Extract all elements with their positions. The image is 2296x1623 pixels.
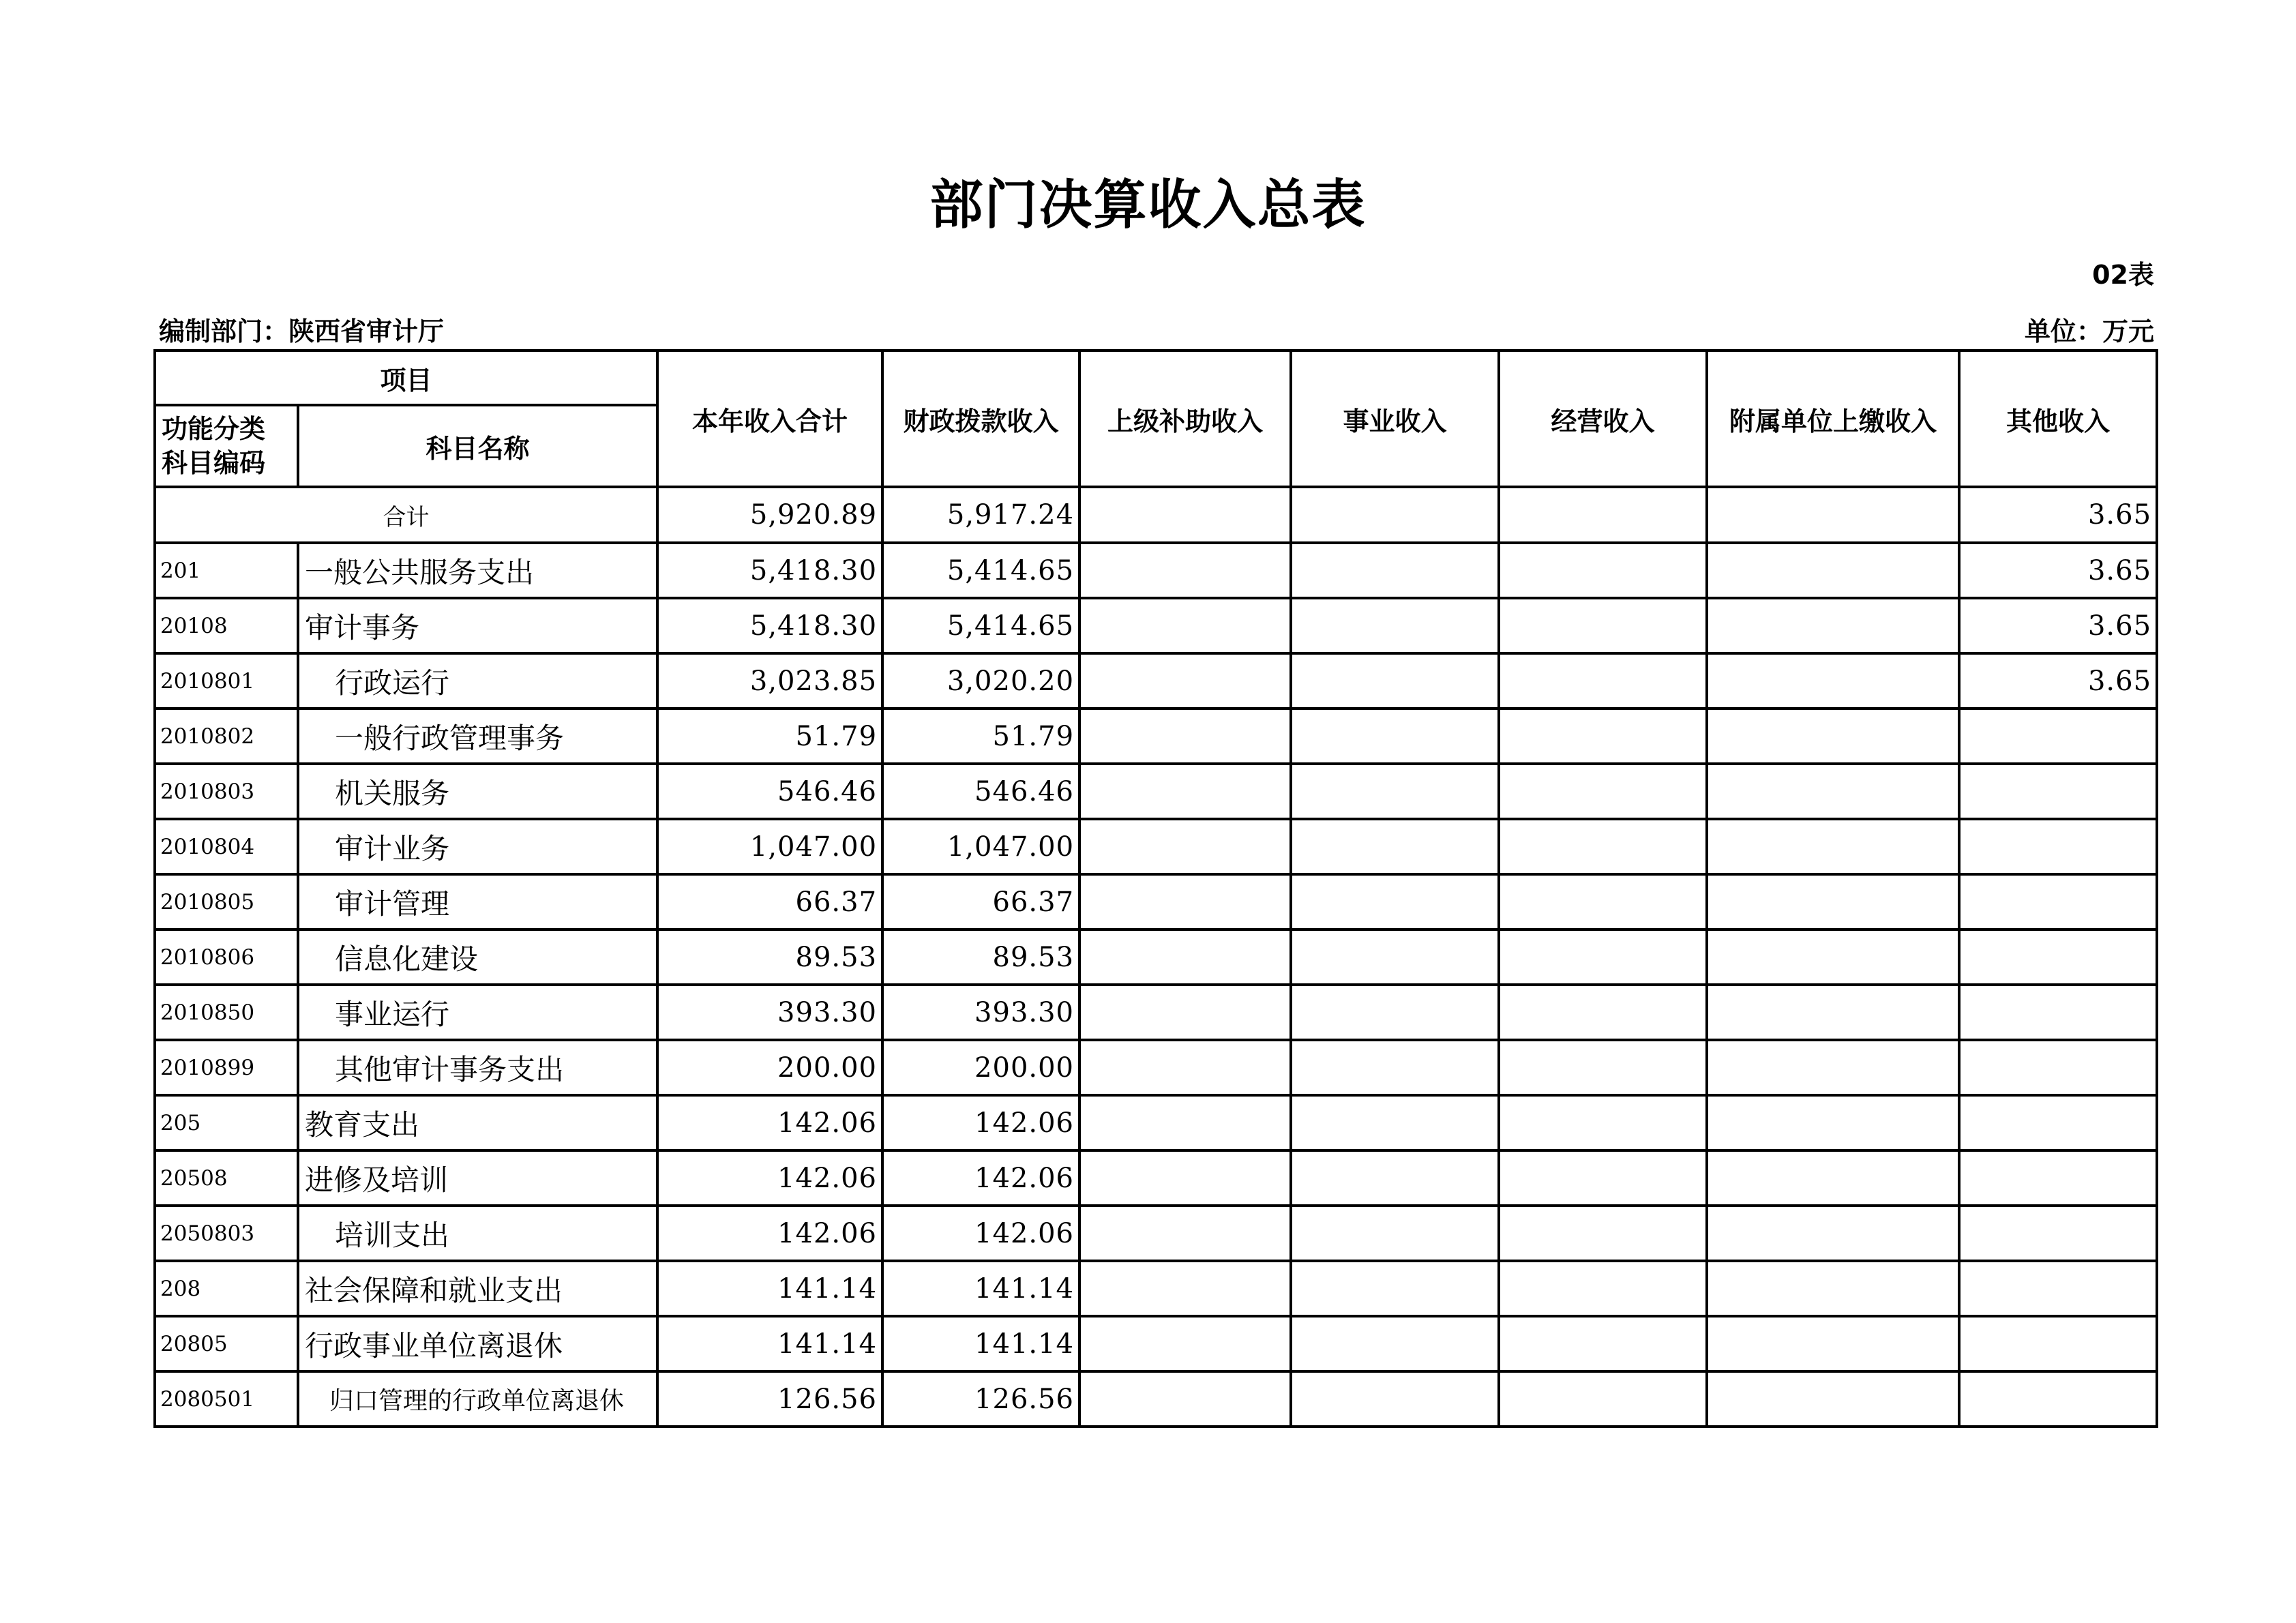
row-superior-subsidy [1079,764,1291,819]
row-operating-income [1499,598,1707,653]
header-item: 项目 [155,351,657,405]
row-total-income: 546.46 [657,764,882,819]
row-subject-name: 信息化建设 [298,929,657,985]
row-affiliated-income [1707,819,1959,874]
row-operating-income [1499,985,1707,1040]
row-affiliated-income [1707,1150,1959,1206]
row-operating-income [1499,1095,1707,1150]
row-subject-name: 其他审计事务支出 [298,1040,657,1095]
row-superior-subsidy [1079,1371,1291,1427]
header-operating-income: 经营收入 [1499,351,1707,487]
row-total-income: 200.00 [657,1040,882,1095]
row-code: 2010801 [155,653,298,709]
row-affiliated-income [1707,874,1959,929]
row-business-income [1291,819,1499,874]
row-business-income [1291,985,1499,1040]
row-fiscal-income: 142.06 [882,1206,1079,1261]
row-business-income [1291,929,1499,985]
row-fiscal-income: 5,414.65 [882,598,1079,653]
row-fiscal-income: 200.00 [882,1040,1079,1095]
header-affiliated-income: 附属单位上缴收入 [1707,351,1959,487]
row-operating-income [1499,874,1707,929]
row-affiliated-income [1707,543,1959,598]
row-total-income: 5,418.30 [657,598,882,653]
row-total-income: 66.37 [657,874,882,929]
row-business-income [1291,543,1499,598]
row-fiscal-income: 141.14 [882,1316,1079,1371]
row-operating-income [1499,653,1707,709]
row-fiscal-income: 126.56 [882,1371,1079,1427]
row-fiscal-income: 393.30 [882,985,1079,1040]
table-row [155,764,2157,819]
row-superior-subsidy [1079,709,1291,764]
header-other-income: 其他收入 [1959,351,2157,487]
row-other-income [1959,1150,2157,1206]
row-affiliated-income [1707,1261,1959,1316]
row-fiscal-income: 3,020.20 [882,653,1079,709]
row-total-income: 51.79 [657,709,882,764]
row-other-income [1959,1316,2157,1371]
table-row [155,1316,2157,1371]
row-fiscal-income: 546.46 [882,764,1079,819]
row-affiliated-income [1707,1371,1959,1427]
row-total-income: 142.06 [657,1095,882,1150]
row-affiliated-income [1707,1206,1959,1261]
page-title: 部门决算收入总表 [929,175,1367,236]
row-business-income [1291,1371,1499,1427]
row-total-income: 141.14 [657,1261,882,1316]
row-subject-name: 行政事业单位离退休 [298,1316,657,1371]
row-other-income [1959,874,2157,929]
row-total-income: 5,418.30 [657,543,882,598]
row-code: 205 [155,1095,298,1150]
row-business-income [1291,1206,1499,1261]
unit-label: 单位：万元 [2024,316,2154,346]
row-total-income: 141.14 [657,1316,882,1371]
row-operating-income [1499,1040,1707,1095]
row-business-income [1291,874,1499,929]
row-other-income [1959,709,2157,764]
row-other-income [1959,764,2157,819]
row-operating-income [1499,1371,1707,1427]
row-total-income: 393.30 [657,985,882,1040]
row-code: 2010804 [155,819,298,874]
row-affiliated-income [1707,764,1959,819]
row-code: 20508 [155,1150,298,1206]
table-row [155,874,2157,929]
table-row [155,1261,2157,1316]
row-operating-income [1499,1206,1707,1261]
row-fiscal-income: 66.37 [882,874,1079,929]
row-business-income [1291,1040,1499,1095]
row-affiliated-income [1707,985,1959,1040]
row-other-income: 3.65 [1959,543,2157,598]
row-subject-name: 一般公共服务支出 [298,543,657,598]
total-affiliated-value [1707,487,1959,543]
row-operating-income [1499,1150,1707,1206]
table-row [155,709,2157,764]
total-business-value [1291,487,1499,543]
row-operating-income [1499,1316,1707,1371]
row-code: 208 [155,1261,298,1316]
row-affiliated-income [1707,598,1959,653]
row-subject-name: 行政运行 [298,653,657,709]
row-business-income [1291,1095,1499,1150]
row-superior-subsidy [1079,1206,1291,1261]
table-row [155,1095,2157,1150]
row-code: 2010803 [155,764,298,819]
row-other-income [1959,1040,2157,1095]
header-superior-subsidy: 上级补助收入 [1079,351,1291,487]
row-code: 2050803 [155,1206,298,1261]
total-operating-value [1499,487,1707,543]
row-business-income [1291,1261,1499,1316]
row-total-income: 142.06 [657,1150,882,1206]
row-superior-subsidy [1079,598,1291,653]
row-fiscal-income: 51.79 [882,709,1079,764]
row-subject-name: 教育支出 [298,1095,657,1150]
total-label: 合计 [155,487,657,543]
row-code: 20108 [155,598,298,653]
row-fiscal-income: 5,414.65 [882,543,1079,598]
table-row [155,1206,2157,1261]
row-superior-subsidy [1079,929,1291,985]
header-subject-name: 科目名称 [298,405,657,487]
total-superior-value [1079,487,1291,543]
income-summary-table [153,349,2158,1428]
row-code: 2080501 [155,1371,298,1427]
row-other-income [1959,1261,2157,1316]
row-total-income: 89.53 [657,929,882,985]
row-affiliated-income [1707,709,1959,764]
row-other-income [1959,819,2157,874]
row-subject-name: 审计事务 [298,598,657,653]
table-row [155,1040,2157,1095]
row-superior-subsidy [1079,1261,1291,1316]
row-fiscal-income: 141.14 [882,1261,1079,1316]
row-code: 2010850 [155,985,298,1040]
table-row [155,1150,2157,1206]
total-income-value: 5,920.89 [657,487,882,543]
row-operating-income [1499,764,1707,819]
row-total-income: 3,023.85 [657,653,882,709]
table-row [155,598,2157,653]
row-total-income: 142.06 [657,1206,882,1261]
row-business-income [1291,709,1499,764]
table-row [155,929,2157,985]
total-fiscal-value: 5,917.24 [882,487,1079,543]
row-code: 2010805 [155,874,298,929]
row-code: 2010806 [155,929,298,985]
row-other-income [1959,1371,2157,1427]
row-subject-name: 机关服务 [298,764,657,819]
row-superior-subsidy [1079,874,1291,929]
row-fiscal-income: 142.06 [882,1150,1079,1206]
row-fiscal-income: 89.53 [882,929,1079,985]
row-affiliated-income [1707,1040,1959,1095]
row-other-income [1959,929,2157,985]
table-row [155,819,2157,874]
row-operating-income [1499,709,1707,764]
compiling-department: 编制部门：陕西省审计厅 [159,316,445,346]
row-subject-name: 进修及培训 [298,1150,657,1206]
row-other-income [1959,1095,2157,1150]
row-code: 201 [155,543,298,598]
row-affiliated-income [1707,1095,1959,1150]
row-other-income [1959,985,2157,1040]
table-row [155,653,2157,709]
row-superior-subsidy [1079,1150,1291,1206]
row-subject-name: 归口管理的行政单位离退休 [298,1371,657,1427]
row-superior-subsidy [1079,1040,1291,1095]
row-business-income [1291,764,1499,819]
row-superior-subsidy [1079,653,1291,709]
row-subject-name: 事业运行 [298,985,657,1040]
row-fiscal-income: 142.06 [882,1095,1079,1150]
total-row [155,487,2157,543]
total-other-value: 3.65 [1959,487,2157,543]
row-business-income [1291,653,1499,709]
table-row [155,1371,2157,1427]
row-total-income: 1,047.00 [657,819,882,874]
row-superior-subsidy [1079,985,1291,1040]
table-number: 02表 [2092,260,2154,290]
header-function-code: 功能分类 科目编码 [155,405,298,487]
row-subject-name: 社会保障和就业支出 [298,1261,657,1316]
row-other-income: 3.65 [1959,653,2157,709]
row-code: 2010802 [155,709,298,764]
header-business-income: 事业收入 [1291,351,1499,487]
row-affiliated-income [1707,653,1959,709]
row-subject-name: 审计业务 [298,819,657,874]
row-subject-name: 培训支出 [298,1206,657,1261]
row-business-income [1291,1150,1499,1206]
row-code: 2010899 [155,1040,298,1095]
row-superior-subsidy [1079,543,1291,598]
row-business-income [1291,598,1499,653]
row-affiliated-income [1707,1316,1959,1371]
row-operating-income [1499,929,1707,985]
table-row [155,543,2157,598]
table-row [155,985,2157,1040]
row-operating-income [1499,819,1707,874]
row-code: 20805 [155,1316,298,1371]
row-operating-income [1499,543,1707,598]
row-other-income [1959,1206,2157,1261]
row-affiliated-income [1707,929,1959,985]
header-fiscal-income: 财政拨款收入 [882,351,1079,487]
row-subject-name: 一般行政管理事务 [298,709,657,764]
row-total-income: 126.56 [657,1371,882,1427]
row-fiscal-income: 1,047.00 [882,819,1079,874]
row-superior-subsidy [1079,1095,1291,1150]
row-superior-subsidy [1079,819,1291,874]
header-total-income: 本年收入合计 [657,351,882,487]
row-superior-subsidy [1079,1316,1291,1371]
row-subject-name: 审计管理 [298,874,657,929]
row-operating-income [1499,1261,1707,1316]
row-business-income [1291,1316,1499,1371]
row-other-income: 3.65 [1959,598,2157,653]
